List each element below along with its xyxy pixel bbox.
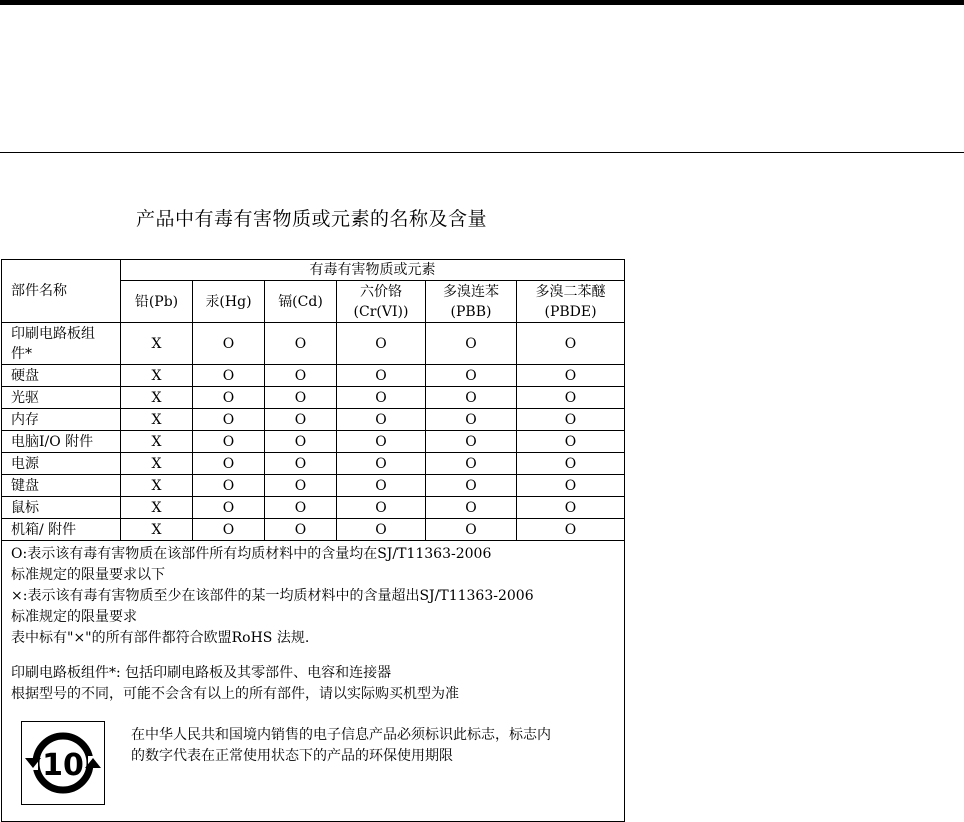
table-row	[2, 323, 625, 365]
note-model: 根据型号的不同，可能不会含有以上的所有部件，请以实际购买机型为准	[11, 686, 459, 702]
note-x-line2: 标准规定的限量要求	[11, 609, 137, 625]
value-cell: O	[426, 409, 517, 431]
value-cell: O	[337, 475, 426, 497]
value-cell: X	[121, 453, 193, 475]
table-row	[2, 409, 625, 431]
value-cell: O	[193, 519, 265, 541]
value-cell: O	[426, 323, 517, 365]
value-cell: O	[517, 387, 625, 409]
value-cell: O	[265, 365, 337, 387]
notes-cell	[2, 541, 625, 822]
substances-header: 有毒有害物质或元素	[121, 260, 625, 281]
part-name-cell: 电脑I/O 附件	[2, 431, 121, 453]
table-row	[2, 387, 625, 409]
efup-section	[11, 721, 615, 807]
part-name-cell: 鼠标	[2, 497, 121, 519]
column-header: 汞(Hg)	[193, 281, 265, 323]
value-cell: O	[426, 519, 517, 541]
value-cell: X	[121, 519, 193, 541]
value-cell: O	[193, 453, 265, 475]
value-cell: O	[193, 387, 265, 409]
value-cell: O	[517, 475, 625, 497]
header-divider	[0, 152, 964, 153]
table-row	[2, 475, 625, 497]
value-cell: O	[517, 497, 625, 519]
value-cell: O	[517, 409, 625, 431]
value-cell: O	[517, 431, 625, 453]
value-cell: O	[517, 519, 625, 541]
value-cell: O	[517, 453, 625, 475]
part-name-cell: 印刷电路板组 件*	[2, 323, 121, 365]
value-cell: O	[337, 519, 426, 541]
value-cell: O	[265, 497, 337, 519]
table-row	[2, 453, 625, 475]
value-cell: O	[193, 409, 265, 431]
efup-period: 10	[42, 748, 84, 783]
value-cell: O	[337, 497, 426, 519]
table-row	[2, 365, 625, 387]
part-name-cell: 光驱	[2, 387, 121, 409]
value-cell: O	[265, 453, 337, 475]
value-cell: X	[121, 431, 193, 453]
value-cell: O	[426, 475, 517, 497]
value-cell: O	[193, 323, 265, 365]
top-rule	[0, 0, 964, 5]
efup-description: 在中华人民共和国境内销售的电子信息产品必须标识此标志，标志内 的数字代表在正常使用状态下的产品的环保使用期限	[131, 727, 551, 764]
value-cell: O	[337, 409, 426, 431]
value-cell: X	[121, 475, 193, 497]
column-header: 多溴连苯 (PBB)	[426, 281, 517, 323]
value-cell: O	[193, 365, 265, 387]
value-cell: X	[121, 387, 193, 409]
value-cell: O	[517, 323, 625, 365]
value-cell: O	[517, 365, 625, 387]
table-row	[2, 431, 625, 453]
part-name-cell: 键盘	[2, 475, 121, 497]
value-cell: X	[121, 497, 193, 519]
column-header: 铅(Pb)	[121, 281, 193, 323]
value-cell: O	[426, 453, 517, 475]
part-name-cell: 硬盘	[2, 365, 121, 387]
value-cell: O	[193, 475, 265, 497]
value-cell: X	[121, 365, 193, 387]
value-cell: O	[265, 323, 337, 365]
note-rohs: 表中标有"×"的所有部件都符合欧盟RoHS 法规.	[11, 630, 310, 646]
value-cell: O	[265, 409, 337, 431]
part-name-cell: 机箱/ 附件	[2, 519, 121, 541]
note-pcb: 印刷电路板组件*: 包括印刷电路板及其零部件、电容和连接器	[11, 665, 392, 681]
value-cell: O	[426, 431, 517, 453]
value-cell: O	[265, 475, 337, 497]
value-cell: O	[193, 431, 265, 453]
value-cell: O	[426, 365, 517, 387]
value-cell: O	[265, 519, 337, 541]
note-o-line1: O:表示该有毒有害物质在该部件所有均质材料中的含量均在SJ/T11363-2006	[11, 546, 492, 562]
value-cell: O	[337, 323, 426, 365]
value-cell: X	[121, 323, 193, 365]
page-title: 产品中有毒有害物质或元素的名称及含量	[136, 208, 488, 230]
efup-logo-icon	[21, 721, 105, 805]
note-o-line2: 标准规定的限量要求以下	[11, 567, 165, 583]
column-header: 镉(Cd)	[265, 281, 337, 323]
value-cell: O	[265, 387, 337, 409]
hazardous-substances-table	[1, 259, 625, 822]
value-cell: O	[426, 387, 517, 409]
part-name-cell: 电源	[2, 453, 121, 475]
value-cell: O	[337, 387, 426, 409]
value-cell: O	[426, 497, 517, 519]
column-header: 多溴二苯醚 (PBDE)	[517, 281, 625, 323]
value-cell: X	[121, 409, 193, 431]
value-cell: O	[265, 431, 337, 453]
value-cell: O	[337, 453, 426, 475]
table-row	[2, 519, 625, 541]
column-header: 六价铬 (Cr(VI))	[337, 281, 426, 323]
note-x-line1: ×:表示该有毒有害物质至少在该部件的某一均质材料中的含量超出SJ/T11363-2006	[11, 588, 534, 604]
table-row	[2, 497, 625, 519]
part-name-cell: 内存	[2, 409, 121, 431]
value-cell: O	[193, 497, 265, 519]
value-cell: O	[337, 365, 426, 387]
value-cell: O	[337, 431, 426, 453]
part-name-header: 部件名称	[2, 260, 121, 323]
